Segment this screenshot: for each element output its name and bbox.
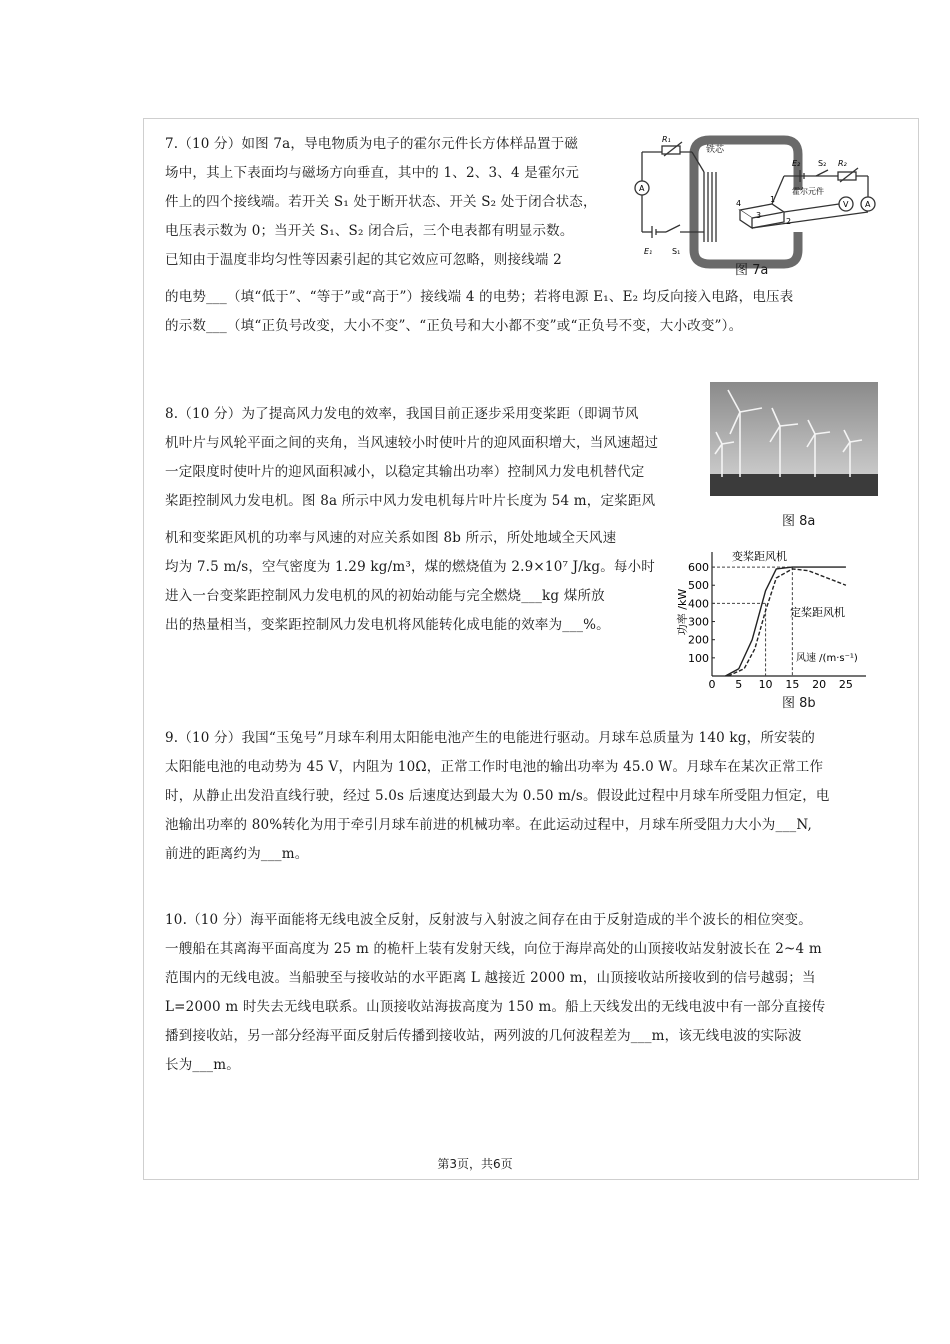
- q8-line: 出的热量相当，变桨距控制风力发电机将风能转化成电能的效率为___%。: [165, 617, 610, 633]
- q8-line: 机和变桨距风机的功率与风速的对应关系如图 8b 所示，所处地域全天风速: [165, 530, 617, 546]
- terminal-1-label: 1: [770, 195, 776, 204]
- figure-8b-power-chart: [672, 542, 882, 690]
- voltmeter-label: V: [843, 200, 849, 209]
- q9-line: 太阳能电池的电动势为 45 V，内阻为 10Ω，正常工作时电池的输出功率为 45.0 W。月球车在某次正常工作: [165, 759, 824, 775]
- chart-x-tick-label: 15: [785, 678, 800, 690]
- chart-x-tick-label: 5: [735, 678, 743, 690]
- question-7-text: [165, 130, 597, 275]
- terminal-4-label: 4: [736, 199, 742, 208]
- figure-8a-caption: 图 8a: [782, 514, 816, 529]
- q9-line: 前进的距离约为___m。: [165, 846, 309, 862]
- q9-line: 池输出功率的 80%转化为用于牵引月球车前进的机械功率。在此运动过程中，月球车所受阻力大小为___N,: [165, 817, 812, 833]
- q8-line: 进入一台变桨距控制风力发电机的风的初始动能与完全燃烧___kg 煤所放: [165, 588, 605, 604]
- chart-y-tick-label: 400: [688, 597, 709, 611]
- ammeter-right-label: A: [865, 200, 871, 209]
- e2-label: E₂: [792, 159, 801, 168]
- chart-y-tick-label: 500: [688, 579, 709, 593]
- ammeter-left-label: A: [639, 184, 645, 193]
- r1-label: R₁: [662, 135, 671, 144]
- q10-line: 一艘船在其离海平面高度为 25 m 的桅杆上装有发射天线，向位于海岸高处的山顶接收站发射波长在 2~4 m: [165, 941, 822, 957]
- iron-core-label: 铁芯: [706, 145, 725, 155]
- q8-line: 一定限度时使叶片的迎风面积减小，以稳定其输出功率）控制风力发电机替代定: [165, 464, 645, 480]
- question-9-text: [165, 724, 830, 869]
- e1-label: E₁: [644, 247, 653, 256]
- q7-line: 7.（10 分）如图 7a，导电物质为电子的霍尔元件长方体样品置于磁: [165, 136, 579, 152]
- legend-fixed-pitch: 定桨距风机: [790, 606, 845, 619]
- question-7-continued: [165, 283, 793, 341]
- terminal-3-label: 3: [756, 211, 762, 220]
- question-10-text: [165, 906, 825, 1080]
- terminal-2-label: 2: [786, 217, 792, 226]
- q8-line: 机叶片与风轮平面之间的夹角，当风速较小时使叶片的迎风面积增大，当风速超过: [165, 435, 659, 451]
- question-8-continued: [165, 524, 655, 640]
- q7-line: 的示数___（填“正负号改变，大小不变”、“正负号和大小都不变”或“正负号不变，大小改变”）。: [165, 318, 743, 334]
- chart-y-tick-label: 200: [688, 633, 709, 647]
- q8-line: 8.（10 分）为了提高风力发电的效率，我国目前正逐步采用变桨距（即调节风: [165, 406, 639, 422]
- q7-line: 件上的四个接线端。若开关 S₁ 处于断开状态、开关 S₂ 处于闭合状态，: [165, 194, 597, 210]
- chart-x-tick-label: 20: [812, 678, 827, 690]
- chart-y-tick-label: 600: [688, 561, 709, 575]
- q9-line: 时，从静止出发沿直线行驶，经过 5.0s 后速度达到最大为 0.50 m/s。假设此过程中月球车所受阻力恒定，电: [165, 788, 830, 804]
- q10-line: 10.（10 分）海平面能将无线电波全反射，反射波与入射波之间存在由于反射造成的半个波长的相位突变。: [165, 912, 812, 928]
- chart-y-axis-label: 功率 /kW: [676, 588, 689, 636]
- q7-line: 已知由于温度非均匀性等因素引起的其它效应可忽略，则接线端 2: [165, 252, 562, 268]
- s2-label: S₂: [818, 159, 827, 168]
- q7-line: 电压表示数为 0；当开关 S₁、S₂ 闭合后，三个电表都有明显示数。: [165, 223, 574, 239]
- q7-line: 的电势___（填“低于”、“等于”或“高于”）接线端 4 的电势；若将电源 E₁、E₂ 均反向接入电路，电压表: [165, 289, 794, 305]
- page-footer: 第3页，共6页: [437, 1157, 513, 1171]
- chart-x-tick-label: 25: [838, 678, 853, 690]
- hall-element-label: 霍尔元件: [792, 187, 824, 196]
- q9-line: 9.（10 分）我国“玉兔号”月球车利用太阳能电池产生的电能进行驱动。月球车总质量为 140 kg，所安装的: [165, 730, 816, 746]
- r2-label: R₂: [838, 159, 847, 168]
- figure-7a-caption: 图 7a: [735, 263, 769, 278]
- q10-line: 播到接收站，另一部分经海平面反射后传播到接收站，两列波的几何波程差为___m，该无线电波的实际波: [165, 1028, 802, 1044]
- q10-line: L=2000 m 时失去无线电联系。山顶接收站海拔高度为 150 m。船上天线发出的无线电波中有一部分直接传: [165, 999, 826, 1015]
- legend-variable-pitch: 变桨距风机: [732, 550, 787, 563]
- question-8-text: [165, 400, 658, 516]
- figure-8b-caption: 图 8b: [782, 696, 816, 711]
- s1-label: S₁: [672, 247, 681, 256]
- figure-8a-wind-turbine-photo: [710, 382, 878, 496]
- chart-x-axis-label: 风速 /(m·s⁻¹): [796, 653, 858, 664]
- chart-x-tick-label: 0: [708, 678, 716, 690]
- q8-line: 均为 7.5 m/s，空气密度为 1.29 kg/m³，煤的燃烧值为 2.9×10⁷ J/kg。每小时: [165, 559, 655, 575]
- q10-line: 长为___m。: [165, 1057, 240, 1073]
- q7-line: 场中，其上下表面均与磁场方向垂直，其中的 1、2、3、4 是霍尔元: [165, 165, 580, 181]
- q8-line: 桨距控制风力发电机。图 8a 所示中风力发电机每片叶片长度为 54 m，定桨距风: [165, 493, 656, 509]
- chart-x-tick-label: 10: [758, 678, 773, 690]
- q10-line: 范围内的无线电波。当船驶至与接收站的水平距离 L 越接近 2000 m，山顶接收站所接收到的信号越弱；当: [165, 970, 816, 986]
- chart-y-tick-label: 100: [688, 651, 709, 665]
- chart-y-tick-label: 300: [688, 615, 709, 629]
